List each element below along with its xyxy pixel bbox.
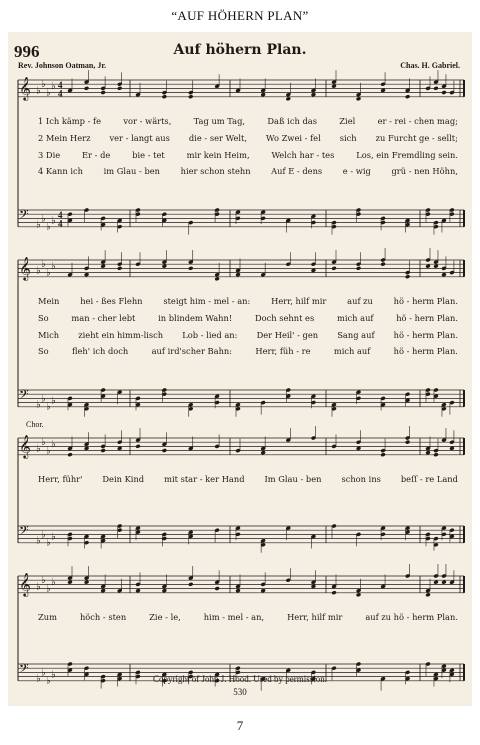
hymn-number: 996 (14, 42, 40, 61)
chorus-label: Chor. (26, 420, 44, 429)
page-heading: “AUF HÖHERN PLAN” (171, 8, 309, 23)
page-number: 7 (236, 718, 244, 733)
flat-sign: ♭ (51, 669, 56, 681)
note-head (405, 440, 410, 445)
note-head (162, 94, 167, 99)
note-head (433, 86, 438, 91)
note-head (405, 274, 410, 279)
note-head (405, 94, 410, 99)
hymn-sheet (8, 32, 472, 706)
note-head (67, 452, 72, 457)
flat-sign: ♭ (46, 445, 51, 457)
composer: Chas. H. Gabriel. (400, 61, 460, 70)
flat-sign: ♭ (46, 537, 51, 549)
flat-sign: ♭ (36, 85, 41, 97)
note-head (356, 266, 361, 271)
note-head (117, 86, 122, 91)
flat-sign: ♭ (46, 401, 51, 413)
lyric-line: Herr, führ' Dein Kind mit star - ker Hand Im Glau - ben schon ins beſſ - re Land (38, 474, 458, 484)
flat-sign: ♭ (36, 399, 41, 411)
flat-sign: ♭ (41, 213, 46, 225)
treble-clef: 𝄞 (19, 572, 31, 596)
flat-sign: ♭ (41, 667, 46, 679)
flat-sign: ♭ (36, 265, 41, 277)
flat-sign: ♭ (41, 79, 46, 91)
flat-sign: ♭ (46, 267, 51, 279)
note-head (331, 266, 336, 271)
treble-clef: 𝄞 (19, 76, 31, 100)
note-head (188, 94, 193, 99)
flat-sign: ♭ (51, 439, 56, 451)
flat-sign: ♭ (41, 437, 46, 449)
flat-sign: ♭ (36, 535, 41, 547)
lyric-line: So fleh' ich doch auf ird'scher Bahn: Herr, füh - re mich auf hö - herm Plan. (38, 346, 458, 356)
flat-sign: ♭ (36, 673, 41, 685)
bass-clef: 𝄢 (19, 661, 29, 679)
inner-page-number: 530 (233, 687, 247, 697)
flat-sign: ♭ (51, 81, 56, 93)
copyright-notice: Copyright of John J. Hood. Used by permission. (153, 674, 327, 684)
flat-sign: ♭ (46, 87, 51, 99)
note-head (117, 266, 122, 271)
note-head (214, 586, 219, 591)
note-head (331, 590, 336, 595)
flat-sign: ♭ (51, 531, 56, 543)
time-signature-bottom: 4 (58, 88, 63, 99)
lyricist: Rev. Johnson Oatman, Jr. (18, 61, 107, 70)
bass-clef: 𝄢 (19, 387, 29, 405)
bass-clef: 𝄢 (19, 523, 29, 541)
note-head (100, 448, 105, 453)
time-signature-bottom: 4 (58, 218, 63, 229)
lyric-line: 3 Die Er - de bie - tet mir kein Heim, Welch har - tes Los, ein Fremdling sein. (38, 150, 458, 160)
lyric-line: Mein hei - ßes Flehn steigt him - mel - an: Herr, hilf mir auf zu hö - herm Plan. (38, 296, 458, 306)
flat-sign: ♭ (46, 675, 51, 687)
bass-clef: 𝄢 (19, 207, 29, 225)
lyric-line: Zum höch - sten Zie - le, him - mel - an, Herr, hilf mir auf zu hö - herm Plan. (38, 612, 458, 622)
flat-sign: ♭ (46, 221, 51, 233)
treble-clef: 𝄞 (19, 256, 31, 280)
lyric-line: 2 Mein Herz ver - langt aus die - ser Welt, Wo Zwei - fel sich zu Furcht ge - sellt; (38, 133, 458, 143)
note-head (135, 444, 140, 449)
flat-sign: ♭ (51, 261, 56, 273)
flat-sign: ♭ (41, 393, 46, 405)
flat-sign: ♭ (41, 259, 46, 271)
lyric-line: Mich zieht ein himm-lisch Lob - lied an: Der Heil' - gen Sang auf hö - herm Plan. (38, 330, 458, 340)
flat-sign: ♭ (41, 529, 46, 541)
note-head (441, 90, 446, 95)
flat-sign: ♭ (41, 575, 46, 587)
flat-sign: ♭ (36, 443, 41, 455)
flat-sign: ♭ (36, 219, 41, 231)
note-head (433, 452, 438, 457)
note-head (188, 266, 193, 271)
treble-clef: 𝄞 (19, 434, 31, 458)
lyric-line: 4 Kann ich im Glau - ben hier schon stehn Auf E - dens e - wig grü - nen Höhn, (38, 166, 458, 176)
note-head (84, 86, 89, 91)
lyric-line: 1 Ich kämp - fe vor - wärts, Tag um Tag, Daß ich das Ziel er - rei - chen mag; (38, 116, 458, 126)
flat-sign: ♭ (46, 583, 51, 595)
lyric-line: So man - cher lebt in blindem Wahn! Doch sehnt es mich auf hö - hern Plan. (38, 313, 458, 323)
note-head (380, 262, 385, 267)
note-head (162, 448, 167, 453)
note-head (188, 582, 193, 587)
flat-sign: ♭ (51, 395, 56, 407)
note-head (100, 90, 105, 95)
hymn-title: Auf höhern Plan. (173, 42, 307, 58)
flat-sign: ♭ (36, 581, 41, 593)
flat-sign: ♭ (51, 577, 56, 589)
note-head (380, 452, 385, 457)
flat-sign: ♭ (51, 215, 56, 227)
time-signature-top: 4 (58, 210, 63, 220)
time-signature-top: 4 (58, 80, 63, 90)
